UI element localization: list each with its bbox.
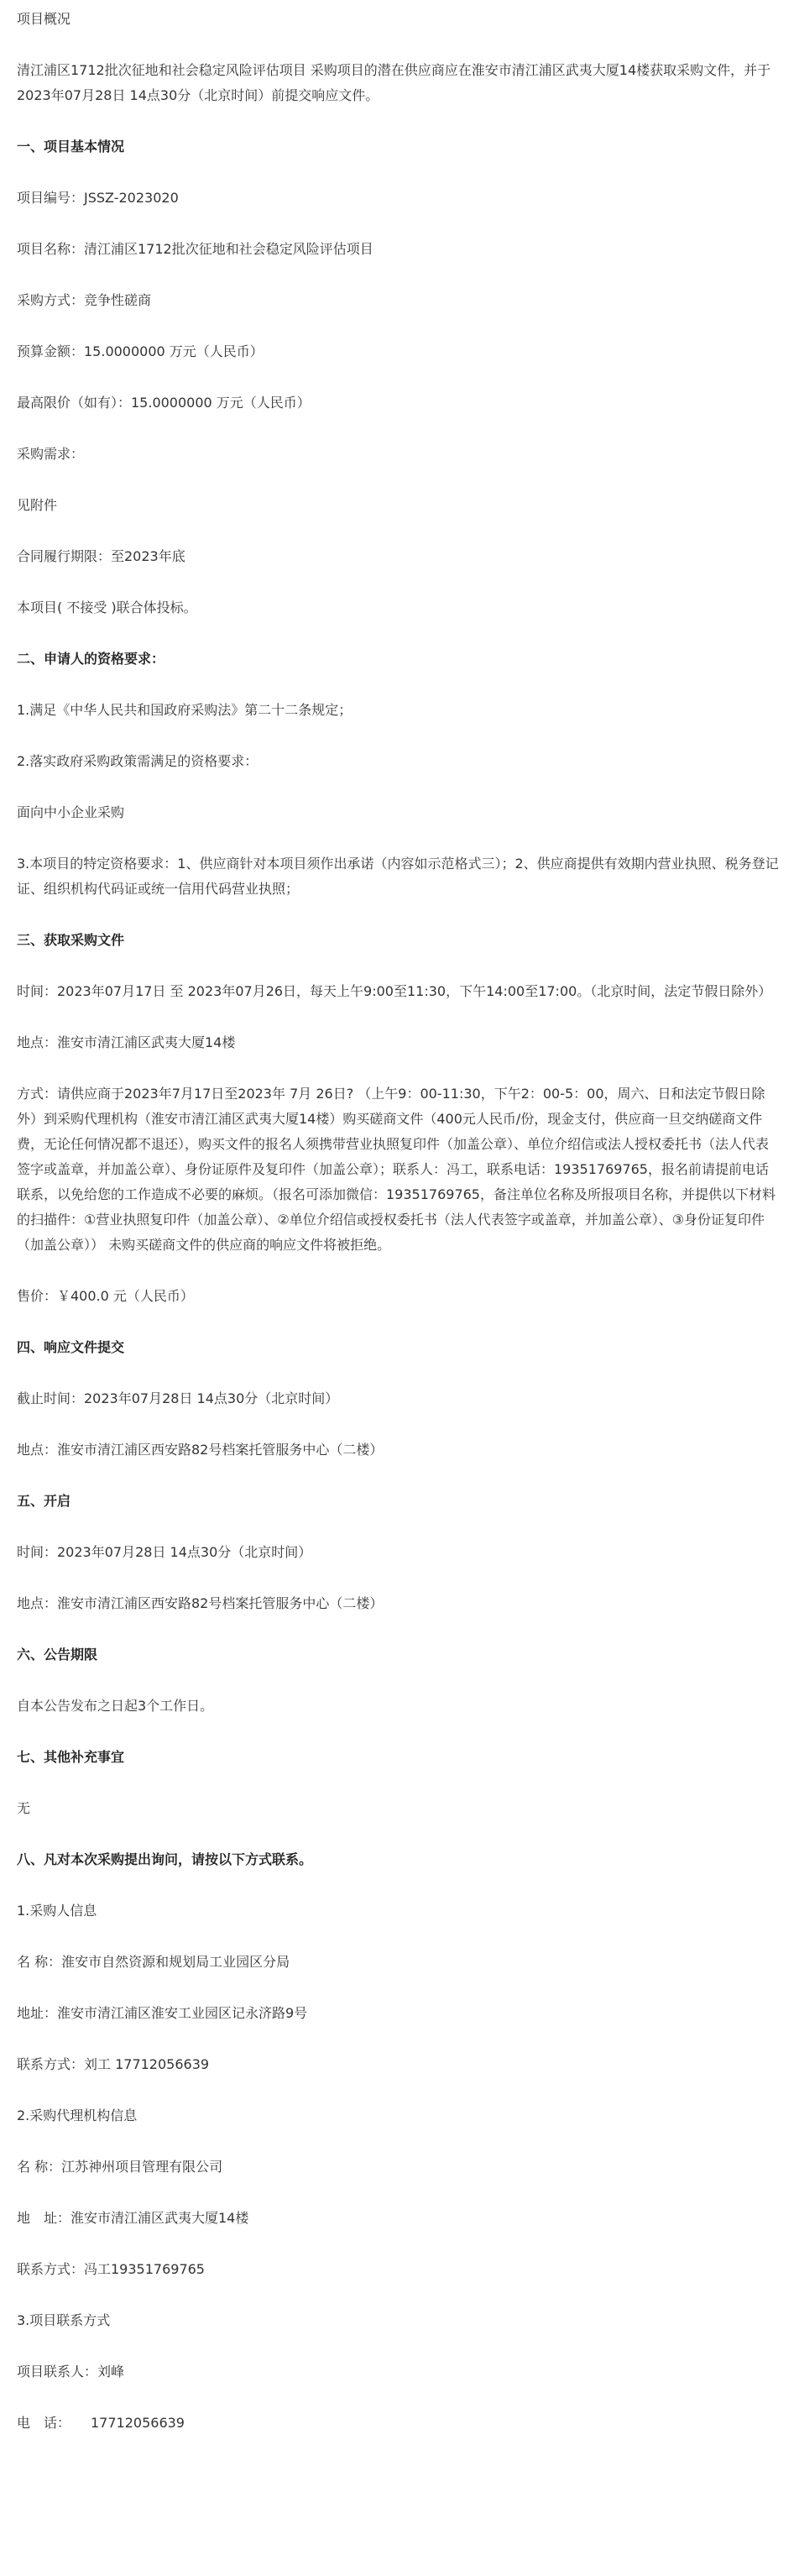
agency-info-title: 2.采购代理机构信息 xyxy=(17,2107,138,2123)
overview-title: 项目概况 xyxy=(17,11,71,27)
qualification-item-1: 1.满足《中华人民共和国政府采购法》第二十二条规定； xyxy=(17,702,352,718)
section-heading-contact: 八、凡对本次采购提出询问，请按以下方式联系。 xyxy=(17,1851,313,1867)
other-matters-text: 无 xyxy=(17,1800,31,1816)
requirement-value: 见附件 xyxy=(17,497,58,513)
notice-period-text: 自本公告发布之日起3个工作日。 xyxy=(17,1698,214,1714)
section-heading-notice-period: 六、公告期限 xyxy=(17,1647,98,1662)
contract-period: 合同履行期限：至2023年底 xyxy=(17,548,185,564)
obtain-location: 地点：淮安市清江浦区武夷大厦14楼 xyxy=(17,1034,236,1050)
opening-time: 时间：2023年07月28日 14点30分（北京时间） xyxy=(17,1544,312,1560)
agency-name: 名 称：江苏神州项目管理有限公司 xyxy=(17,2159,223,2175)
section-heading-qualifications: 二、申请人的资格要求： xyxy=(17,651,165,667)
budget-amount: 预算金额：15.0000000 万元（人民币） xyxy=(17,343,264,359)
opening-location: 地点：淮安市清江浦区西安路82号档案托管服务中心（二楼） xyxy=(17,1595,384,1611)
section-heading-submission: 四、响应文件提交 xyxy=(17,1339,125,1355)
purchaser-contact: 联系方式：刘工 17712056639 xyxy=(17,2056,210,2072)
section-heading-other-matters: 七、其他补充事宜 xyxy=(17,1749,125,1765)
consortium-note: 本项目( 不接受 )联合体投标。 xyxy=(17,599,197,615)
section-heading-basic-info: 一、项目基本情况 xyxy=(17,139,125,154)
max-price: 最高限价（如有）：15.0000000 万元（人民币） xyxy=(17,395,311,411)
project-contact-title: 3.项目联系方式 xyxy=(17,2312,111,2328)
requirement-label: 采购需求： xyxy=(17,446,85,462)
obtain-method: 方式：请供应商于2023年7月17日至2023年 7月 26日? （上午9：00-11:30，下午2：00-5：00，周六、日和法定节假日除外）到采购代理机构（淮安市清江浦区武夷大厦14楼）购买磋商文件（400元人民币/份，现金支付，供应商一旦交纳磋商文件费，无论任何情况都不退还），购买文件的报名人须携带营业执照复印件（加盖公章）、单位介绍信或法人授权委托书（法人代表签字或盖章，并加盖公章）、身份证原件及复印件（加盖公章）；联系人：冯工，联系电话：19351769765，报名前请提前电话联系，以免给您的工作造成不必要的麻烦。（报名可添加微信：19351769765，备注单位名称及所报项目名称，并提供以下材料的扫描件：①营业执照复印件（加盖公章）、②单位介绍信或授权委托书（法人代表签字或盖章，并加盖公章）、③身份证复印件（加盖公章）） 未购买磋商文件的供应商的响应文件将被拒绝。 xyxy=(17,1086,776,1253)
qualification-item-2: 2.落实政府采购政策需满足的资格要求： xyxy=(17,753,258,769)
project-contact-phone: 电 话： 17712056639 xyxy=(17,2415,185,2431)
project-name: 项目名称：清江浦区1712批次征地和社会稳定风险评估项目 xyxy=(17,241,373,257)
submission-location: 地点：淮安市清江浦区西安路82号档案托管服务中心（二楼） xyxy=(17,1442,384,1458)
procurement-method: 采购方式：竞争性磋商 xyxy=(17,292,152,308)
qualification-item-3: 3.本项目的特定资格要求：1、供应商针对本项目须作出承诺（内容如示范格式三）；2、供应商提供有效期内营业执照、税务登记证、组织机构代码证或统一信用代码营业执照； xyxy=(17,856,779,897)
section-heading-opening: 五、开启 xyxy=(17,1493,71,1509)
overview-text: 清江浦区1712批次征地和社会稳定风险评估项目 采购项目的潜在供应商应在淮安市清江浦区武夷大厦14楼获取采购文件，并于2023年07月28日 14点30分（北京时间）前提交响应文件。 xyxy=(17,62,771,103)
project-number: 项目编号：JSSZ-2023020 xyxy=(17,190,179,206)
section-heading-obtain-documents: 三、获取采购文件 xyxy=(17,932,125,948)
purchaser-name: 名 称：淮安市自然资源和规划局工业园区分局 xyxy=(17,1954,290,1970)
obtain-time: 时间：2023年07月17日 至 2023年07月26日，每天上午9:00至11:30，下午14:00至17:00。（北京时间，法定节假日除外） xyxy=(17,983,772,999)
submission-deadline: 截止时间：2023年07月28日 14点30分（北京时间） xyxy=(17,1390,339,1406)
agency-contact: 联系方式：冯工19351769765 xyxy=(17,2261,205,2277)
purchaser-info-title: 1.采购人信息 xyxy=(17,1903,97,1919)
agency-address: 地 址：淮安市清江浦区武夷大厦14楼 xyxy=(17,2210,249,2226)
qualification-item-2-value: 面向中小企业采购 xyxy=(17,804,125,820)
document-price: 售价：￥400.0 元（人民币） xyxy=(17,1288,194,1304)
purchaser-address: 地址：淮安市清江浦区淮安工业园区记永济路9号 xyxy=(17,2005,308,2021)
project-contact-person: 项目联系人：刘峰 xyxy=(17,2364,125,2380)
announcement-document xyxy=(0,7,799,2436)
